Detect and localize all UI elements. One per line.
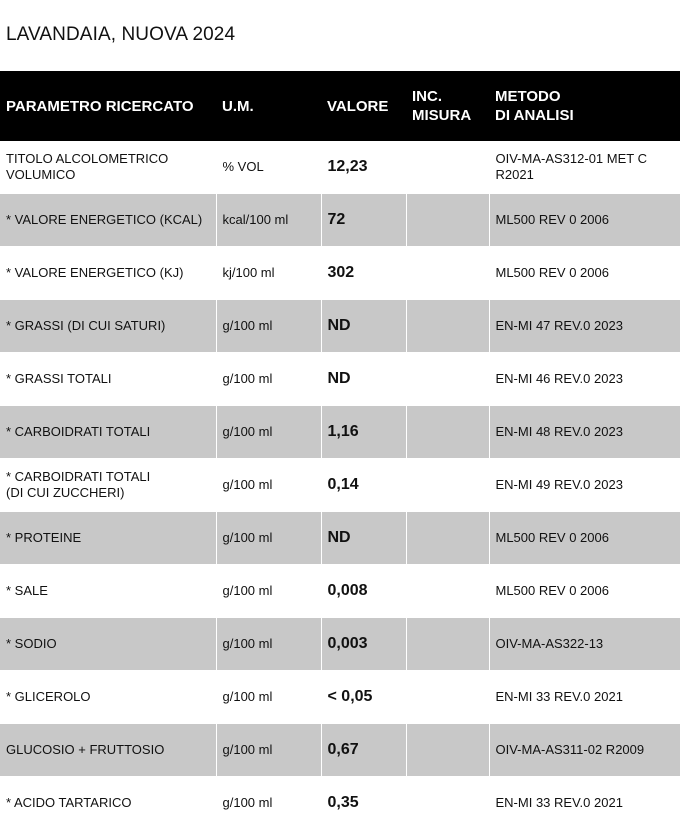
table-row (0, 406, 680, 459)
value-cell: 0,008 (321, 565, 406, 618)
uncertainty-cell (406, 459, 489, 512)
uncertainty-cell (406, 618, 489, 671)
value-cell: 302 (321, 247, 406, 300)
method-cell: ML500 REV 0 2006 (489, 247, 680, 300)
parameter-cell: * SODIO (0, 618, 216, 671)
header-valore: VALORE (321, 71, 406, 141)
table-row (0, 300, 680, 353)
unit-cell: g/100 ml (216, 512, 321, 565)
unit-cell: g/100 ml (216, 459, 321, 512)
unit-cell: g/100 ml (216, 777, 321, 830)
parameter-cell: * VALORE ENERGETICO (KCAL) (0, 194, 216, 247)
parameter-cell: * GLICEROLO (0, 671, 216, 724)
analysis-table (0, 71, 680, 830)
table-row (0, 777, 680, 830)
method-cell: ML500 REV 0 2006 (489, 194, 680, 247)
unit-cell: g/100 ml (216, 406, 321, 459)
table-row (0, 247, 680, 300)
parameter-cell: * CARBOIDRATI TOTALI (DI CUI ZUCCHERI) (0, 459, 216, 512)
unit-cell: kj/100 ml (216, 247, 321, 300)
uncertainty-cell (406, 671, 489, 724)
method-cell: OIV-MA-AS311-02 R2009 (489, 724, 680, 777)
parameter-cell: * PROTEINE (0, 512, 216, 565)
table-row (0, 459, 680, 512)
table-row (0, 618, 680, 671)
value-cell: 1,16 (321, 406, 406, 459)
method-cell: ML500 REV 0 2006 (489, 512, 680, 565)
value-cell: ND (321, 300, 406, 353)
parameter-cell: * GRASSI TOTALI (0, 353, 216, 406)
uncertainty-cell (406, 353, 489, 406)
uncertainty-cell (406, 141, 489, 194)
header-um: U.M. (216, 71, 321, 141)
unit-cell: g/100 ml (216, 353, 321, 406)
method-cell: OIV-MA-AS312-01 MET C R2021 (489, 141, 680, 194)
value-cell: 72 (321, 194, 406, 247)
parameter-cell: * VALORE ENERGETICO (KJ) (0, 247, 216, 300)
uncertainty-cell (406, 512, 489, 565)
parameter-cell: * CARBOIDRATI TOTALI (0, 406, 216, 459)
unit-cell: g/100 ml (216, 565, 321, 618)
table-header-row (0, 71, 680, 141)
method-cell: EN-MI 33 REV.0 2021 (489, 777, 680, 830)
method-cell: OIV-MA-AS322-13 (489, 618, 680, 671)
value-cell: ND (321, 353, 406, 406)
uncertainty-cell (406, 406, 489, 459)
method-cell: EN-MI 49 REV.0 2023 (489, 459, 680, 512)
header-incertezza: INC. MISURA (406, 71, 489, 141)
value-cell: 0,67 (321, 724, 406, 777)
table-row (0, 724, 680, 777)
parameter-cell: TITOLO ALCOLOMETRICO VOLUMICO (0, 141, 216, 194)
unit-cell: kcal/100 ml (216, 194, 321, 247)
parameter-cell: GLUCOSIO + FRUTTOSIO (0, 724, 216, 777)
method-cell: EN-MI 46 REV.0 2023 (489, 353, 680, 406)
table-row (0, 353, 680, 406)
table-row (0, 671, 680, 724)
page-title: LAVANDAIA, NUOVA 2024 (6, 24, 236, 45)
unit-cell: g/100 ml (216, 671, 321, 724)
method-cell: EN-MI 48 REV.0 2023 (489, 406, 680, 459)
value-cell: 0,003 (321, 618, 406, 671)
method-cell: EN-MI 33 REV.0 2021 (489, 671, 680, 724)
method-cell: ML500 REV 0 2006 (489, 565, 680, 618)
parameter-cell: * SALE (0, 565, 216, 618)
uncertainty-cell (406, 300, 489, 353)
value-cell: ND (321, 512, 406, 565)
unit-cell: g/100 ml (216, 618, 321, 671)
table-row (0, 565, 680, 618)
uncertainty-cell (406, 565, 489, 618)
unit-cell: g/100 ml (216, 724, 321, 777)
unit-cell: % VOL (216, 141, 321, 194)
value-cell: < 0,05 (321, 671, 406, 724)
uncertainty-cell (406, 724, 489, 777)
method-cell: EN-MI 47 REV.0 2023 (489, 300, 680, 353)
value-cell: 0,14 (321, 459, 406, 512)
parameter-cell: * ACIDO TARTARICO (0, 777, 216, 830)
table-row (0, 141, 680, 194)
parameter-cell: * GRASSI (DI CUI SATURI) (0, 300, 216, 353)
value-cell: 0,35 (321, 777, 406, 830)
header-parametro: PARAMETRO RICERCATO (0, 71, 216, 141)
uncertainty-cell (406, 194, 489, 247)
header-metodo: METODO DI ANALISI (489, 71, 680, 141)
uncertainty-cell (406, 777, 489, 830)
table-row (0, 194, 680, 247)
unit-cell: g/100 ml (216, 300, 321, 353)
table-row (0, 512, 680, 565)
value-cell: 12,23 (321, 141, 406, 194)
uncertainty-cell (406, 247, 489, 300)
